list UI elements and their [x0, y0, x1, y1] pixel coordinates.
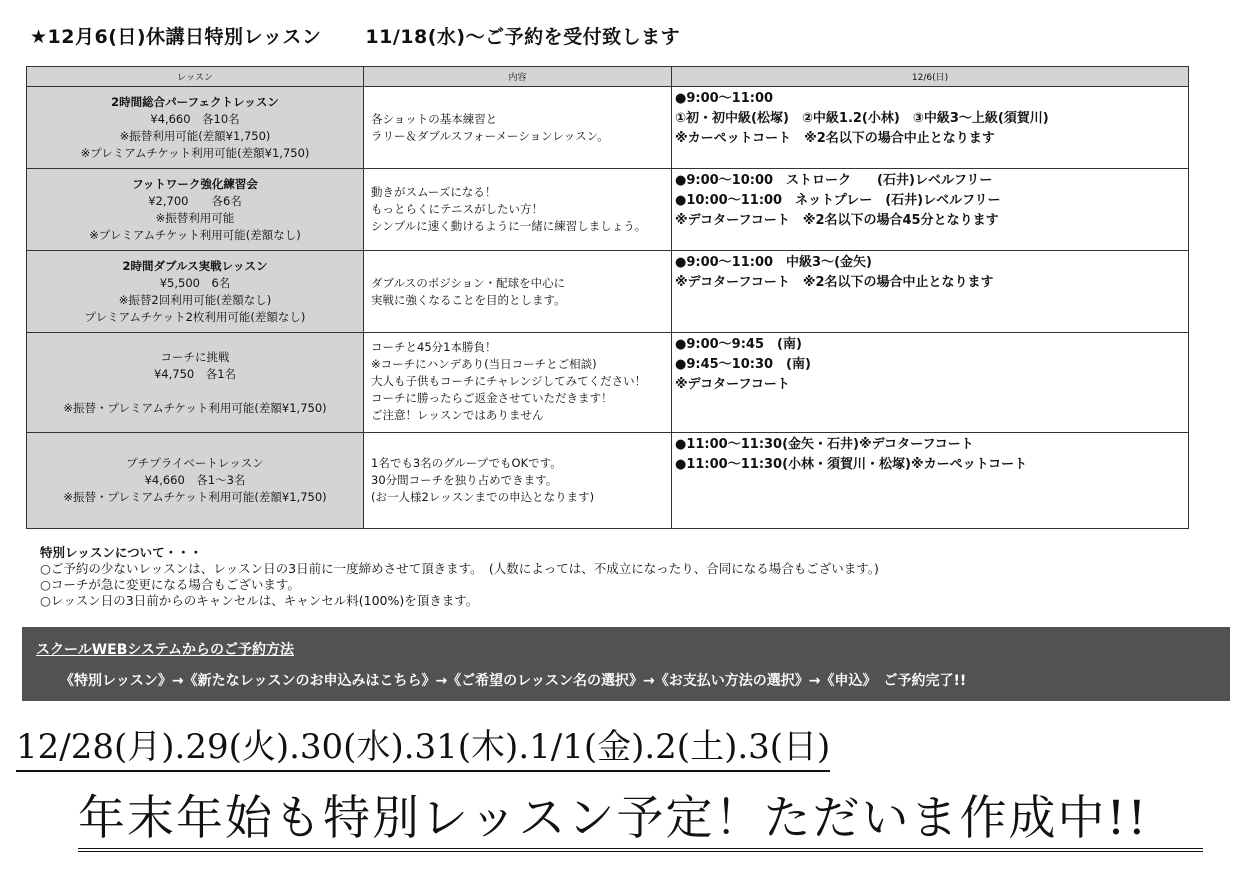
header-lesson: レッスン	[27, 67, 364, 87]
schedule-cell	[672, 251, 1189, 333]
schedule-line: ①初・初中級(松塚) ②中級1.2(小林) ③中級3〜上級(須賀川)	[675, 111, 1049, 126]
schedule-line: ●9:00〜9:45 (南)	[675, 337, 802, 352]
schedule-line: ●9:00〜11:00	[675, 91, 774, 106]
schedule-cell	[672, 333, 1189, 433]
page-title	[30, 22, 680, 49]
content-line: もっとらくにテニスがしたい方！	[371, 202, 544, 216]
lesson-note: ※プレミアムチケット利用可能(差額¥1,750)	[80, 145, 310, 160]
content-line: ※コーチにハンデあり(当日コーチとご相談)	[371, 357, 597, 371]
table-header-row	[27, 67, 1189, 87]
content-line: ラリー＆ダブルスフォーメーションレッスン。	[371, 128, 609, 143]
content-line: 実戦に強くなることを目的とします。	[371, 292, 566, 307]
table-row	[27, 433, 1189, 529]
content-line: 1名でも3名のグループでもOKです。	[371, 456, 562, 470]
content-cell	[364, 251, 672, 333]
lesson-note: プレミアムチケット2枚利用可能(差額なし)	[84, 309, 306, 324]
schedule-line: ※デコターフコート ※2名以下の場合中止となります	[675, 275, 994, 290]
lesson-name: 2時間総合パーフェクトレッスン	[111, 94, 279, 109]
lesson-note: ※振替利用可能	[155, 210, 235, 225]
lesson-name: プチプライベートレッスン	[126, 456, 264, 470]
table-row	[27, 251, 1189, 333]
schedule-cell	[672, 87, 1189, 169]
content-cell	[364, 333, 672, 433]
note-item: ○ご予約の少ないレッスンは、レッスン日の3日前に一度締めさせて頂きます。 (人数によっては、不成立になったり、合同になる場合もございます。)	[40, 561, 879, 576]
schedule-line: ●11:00〜11:30(小林・須賀川・松塚)※カーペットコート	[675, 457, 1028, 472]
lesson-spacer	[27, 383, 363, 400]
schedule-line: ※カーペットコート ※2名以下の場合中止となります	[675, 131, 995, 146]
schedule-line: ●9:00〜11:00 中級3〜(金矢)	[675, 255, 872, 270]
content-line: (お一人様2レッスンまでの申込となります)	[371, 490, 595, 504]
lesson-table	[26, 66, 1189, 529]
content-line: コーチと45分1本勝負！	[371, 340, 497, 354]
table-row	[27, 87, 1189, 169]
lesson-note: ※振替・プレミアムチケット利用可能(差額¥1,750)	[63, 490, 327, 504]
schedule-line: ●9:00〜10:00 ストローク (石井)レベルフリー	[675, 173, 993, 188]
lesson-note: ※振替・プレミアムチケット利用可能(差額¥1,750)	[63, 400, 327, 415]
booking-steps: 《特別レッスン》→《新たなレッスンのお申込みはこちら》→《ご希望のレッスン名の選択》→《お支払い方法の選択》→《申込》 ご予約完了!!	[60, 673, 967, 689]
lesson-price: ¥4,660 各1〜3名	[144, 473, 246, 487]
lesson-name: 2時間ダブルス実戦レッスン	[122, 258, 268, 273]
content-cell	[364, 169, 672, 251]
note-item: ○コーチが急に変更になる場合もございます。	[40, 577, 300, 592]
lesson-note: ※振替2回利用可能(差額なし)	[118, 292, 272, 307]
note-item: ○レッスン日の3日前からのキャンセルは、キャンセル料(100%)を頂きます。	[40, 593, 479, 608]
lesson-cell	[27, 433, 364, 529]
schedule-line: ●10:00〜11:00 ネットプレー (石井)レベルフリー	[675, 193, 1001, 208]
lesson-cell	[27, 333, 364, 433]
lesson-name: コーチに挑戦	[160, 349, 230, 364]
lesson-cell	[27, 87, 364, 169]
schedule-line: ※デコターフコート	[675, 377, 790, 392]
lesson-note: ※プレミアムチケット利用可能(差額なし)	[89, 227, 301, 242]
content-line: 大人も子供もコーチにチャレンジしてみてください！	[371, 374, 647, 388]
schedule-line: ●9:45〜10:30 (南)	[675, 357, 811, 372]
content-line: 動きがスムーズになる！	[371, 185, 497, 199]
content-line: 30分間コーチを独り占めできます。	[371, 473, 558, 487]
lesson-price: ¥4,660 各10名	[150, 111, 240, 126]
lesson-cell	[27, 251, 364, 333]
content-cell	[364, 87, 672, 169]
page-title-event: ★12月6(日)休講日特別レッスン	[30, 26, 322, 48]
page-title-booking-start: 11/18(水)〜ご予約を受付致します	[365, 26, 681, 48]
booking-title: スクールWEBシステムからのご予約方法	[36, 642, 294, 658]
content-line: コーチに勝ったらご返金させていただきます！	[371, 391, 613, 405]
lesson-note: ※振替利用可能(差額¥1,750)	[119, 128, 271, 143]
schedule-cell	[672, 433, 1189, 529]
holiday-dates: 12/28(月).29(火).30(水).31(木).1/1(金).2(土).3(日)	[16, 726, 830, 772]
content-line: ダブルスのポジション・配球を中心に	[371, 275, 566, 290]
schedule-line: ●11:00〜11:30(金矢・石井)※デコターフコート	[675, 437, 974, 452]
special-lesson-notes	[40, 545, 879, 609]
lesson-price: ¥5,500 6名	[159, 275, 231, 290]
content-line: ご注意！レッスンではありません	[371, 408, 544, 422]
lesson-name: フットワーク強化練習会	[132, 176, 258, 191]
table-row	[27, 333, 1189, 433]
notes-heading: 特別レッスンについて・・・	[40, 545, 203, 560]
holiday-headline: 年末年始も特別レッスン予定！ただいま作成中!!	[78, 790, 1203, 852]
header-content: 内容	[364, 67, 672, 87]
header-date: 12/6(日)	[672, 67, 1189, 87]
schedule-line: ※デコターフコート ※2名以下の場合45分となります	[675, 213, 999, 228]
lesson-price: ¥2,700 各6名	[148, 193, 242, 208]
content-line: 各ショットの基本練習と	[371, 111, 498, 126]
lesson-price: ¥4,750 各1名	[153, 366, 237, 381]
content-line: シンプルに速く動けるように一緒に練習しましょう。	[371, 219, 647, 233]
schedule-cell	[672, 169, 1189, 251]
booking-instructions	[22, 627, 1230, 701]
lesson-cell	[27, 169, 364, 251]
table-row	[27, 169, 1189, 251]
content-cell	[364, 433, 672, 529]
